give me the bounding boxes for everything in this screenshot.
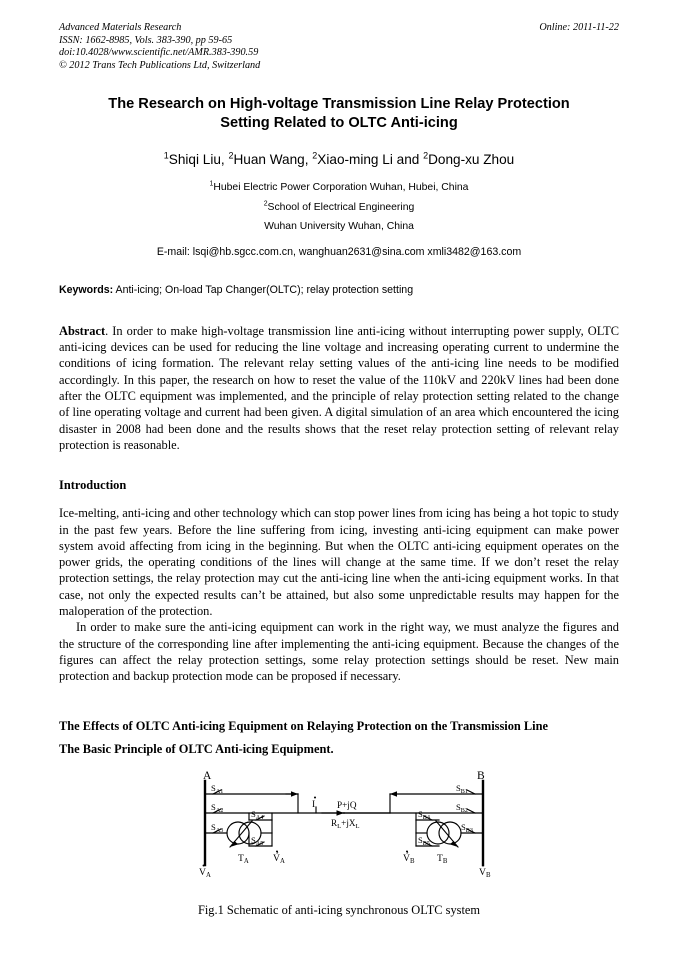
voltage-b-prime-phasor-dot xyxy=(406,850,408,852)
label-voltage-b: $V_B$ xyxy=(479,866,491,877)
introduction-paragraph-2: In order to make sure the anti-icing equipment can work in the right way, we must analyze the figures and the structure of the corresponding line after implementing the anti-icing equipment. Because the changes of the figures can affect the relay protection settings, some relay protection settings should be reset. New main protection and backup protection mode can be proposed if necessary. xyxy=(59,620,619,684)
affiliation-1-text: Hubei Electric Power Corporation Wuhan, Hubei, China xyxy=(213,182,469,194)
label-switch-a3: $S_{A3}$ xyxy=(211,821,224,834)
figure-1-caption: Fig.1 Schematic of anti-icing synchronous OLTC system xyxy=(197,902,481,917)
label-line-impedance: $R_L+jX_L$ xyxy=(331,817,360,830)
title-line-2: Setting Related to OLTC Anti-icing xyxy=(220,115,458,132)
introduction-heading: Introduction xyxy=(59,478,127,493)
author-1-marker: 1 xyxy=(163,150,169,161)
author-1-name: Shiqi Liu, xyxy=(168,152,229,168)
label-transformer-a: $T_A$ xyxy=(238,852,249,865)
label-bus-b: B xyxy=(477,769,485,782)
oltc-schematic-diagram xyxy=(194,769,494,877)
page-title xyxy=(59,95,619,133)
label-power: P+jQ xyxy=(337,799,357,810)
switch-b2-blade xyxy=(467,809,475,813)
author-3-marker: 2 xyxy=(312,150,318,161)
abstract-paragraph xyxy=(59,323,619,453)
voltage-a-prime-phasor-dot xyxy=(276,850,278,852)
label-switch-b5: $S_{B5}$ xyxy=(418,834,431,847)
transformer-b-winding-1 xyxy=(439,822,461,844)
author-emails: E-mail: lsqi@hb.sgcc.com.cn, wanghuan2631@sina.com xmli3482@163.com xyxy=(156,245,522,258)
voltage-a-phasor-dot xyxy=(203,864,205,866)
label-switch-b1: $S_{B1}$ xyxy=(456,782,469,795)
voltage-b-phasor-dot xyxy=(482,864,484,866)
keywords-value: Anti-icing; On-load Tap Changer(OLTC); relay protection setting xyxy=(113,283,414,296)
branch-a1-arrowhead xyxy=(291,791,298,796)
doi-line: doi:10.4028/www.scientific.net/AMR.383-390.59 xyxy=(59,47,259,59)
label-switch-a4: $S_{A4}$ xyxy=(251,808,264,821)
online-date: Online: 2011-11-22 xyxy=(539,22,619,33)
author-2-name: Huan Wang, xyxy=(233,152,313,168)
label-bus-a: A xyxy=(203,769,212,782)
affiliation-2-text: School of Electrical Engineering xyxy=(267,201,415,213)
running-head xyxy=(59,22,619,72)
label-voltage-a-prime: $V́_A$ xyxy=(273,852,285,865)
abstract-text: . In order to make high-voltage transmission line anti-icing without interrupting power supply, OLTC anti-icing devices can be used for reducing the line voltage and increasing operating current to undermine the conditions of icing formation. The relevant relay setting values of the anti-icing line needs to be modified accordingly. In this paper, the research on how to reset the value of the 110kV and 220kV lines had been done after the OLTC equipment was implemented, and the principle of relay protection setting related to the change of line operating voltage and current had been given. A digital simulation of an area which encountered the icing disaster in 2008 had been done and the results shows that the reset relay protection setting of relevant relay protection is reasonable. xyxy=(59,323,619,452)
affiliation-2-marker: 2 xyxy=(263,200,268,208)
copyright-line: © 2012 Trans Tech Publications Ltd, Switzerland xyxy=(59,59,261,71)
label-switch-a1: $S_{A1}$ xyxy=(211,782,224,795)
branch-b1-arrowhead xyxy=(390,791,397,796)
switch-b1-blade xyxy=(467,790,475,794)
keywords-line xyxy=(59,284,619,296)
affiliation-1-marker: 1 xyxy=(209,180,214,188)
introduction-paragraph-1: Ice-melting, anti-icing and other technology which can stop power lines from icing has being a hot topic to study in the past few years. Before the line suffering from icing, investing anti-icing equipment can make power system avoid affecting from icing in the beginning. But when the OLTC anti-icing equipment operates on the power grids, the operating conditions of the lines will change at the same time. If we don’t reset the relay protection settings, the relay protection may cut the anti-icing line when the anti-icing equipment works. In that case, not only the expected results can’t be attained, but also some unpredictable results may happen for the maloperation of the protection. xyxy=(59,506,619,619)
title-line-1: The Research on High-voltage Transmission Line Relay Protection xyxy=(108,96,570,113)
label-transformer-b: $T_B$ xyxy=(437,852,448,865)
affiliation-3: Wuhan University Wuhan, China xyxy=(264,221,414,233)
label-current: I xyxy=(312,798,316,810)
affiliation-1 xyxy=(59,178,619,198)
author-list xyxy=(59,152,619,167)
current-phasor-dot xyxy=(314,796,316,798)
journal-name: Advanced Materials Research xyxy=(59,22,182,33)
label-switch-a5: $S_{A5}$ xyxy=(251,834,264,847)
label-voltage-a: $V_A$ xyxy=(199,866,211,877)
author-2-marker: 2 xyxy=(228,150,234,161)
affiliation-2 xyxy=(59,198,619,218)
section-heading-basic-principle: The Basic Principle of OLTC Anti-icing Equipment. xyxy=(59,741,334,756)
label-voltage-b-prime: $V́_B$ xyxy=(403,852,415,865)
author-3-name: Xiao-ming Li and xyxy=(317,152,424,168)
section-heading-effects: The Effects of OLTC Anti-icing Equipment on Relaying Protection on the Transmission Line xyxy=(59,718,549,733)
section-headings xyxy=(59,715,619,761)
figure-1 xyxy=(59,769,619,901)
author-4-marker: 2 xyxy=(423,150,429,161)
label-switch-a2: $S_{A2}$ xyxy=(211,801,224,814)
transformer-a-winding-1 xyxy=(227,822,249,844)
main-line-current-arrowhead xyxy=(337,810,345,815)
issn-line: ISSN: 1662-8985, Vols. 383-390, pp 59-65 xyxy=(59,34,233,46)
author-4-name: Dong-xu Zhou xyxy=(428,152,515,168)
keywords-label: Keywords: xyxy=(59,283,114,296)
label-switch-b2: $S_{B2}$ xyxy=(456,801,469,814)
page-content xyxy=(59,22,619,918)
abstract-label: Abstract xyxy=(59,323,106,338)
label-switch-b4: $S_{B4}$ xyxy=(418,808,431,821)
label-switch-b3: $S_{B3}$ xyxy=(461,821,474,834)
